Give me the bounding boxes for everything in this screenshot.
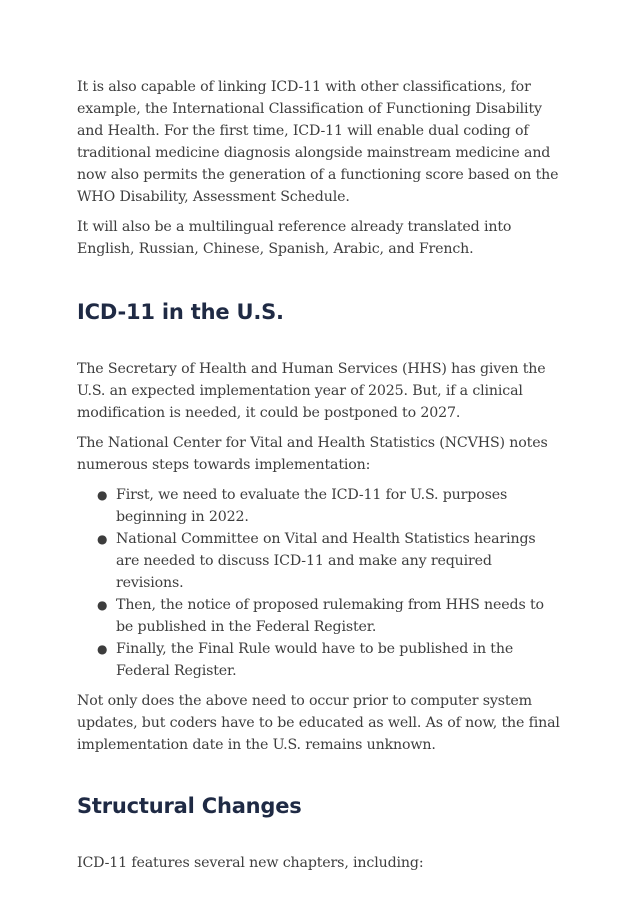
- document-page: [77, 76, 567, 874]
- bullet-icon: ●: [97, 488, 108, 502]
- us-section-heading: ICD-11 in the U.S.: [77, 300, 284, 324]
- structural-paragraph-1: ICD-11 features several new chapters, including:: [77, 855, 424, 871]
- intro-paragraph-2: It will also be a multilingual reference already translated into English, Russian, Chinese, Spanish, Arabic, and French.: [77, 219, 512, 257]
- list-item: [97, 638, 567, 682]
- list-item: [97, 594, 567, 638]
- bullet-icon: ●: [97, 532, 108, 546]
- bullet-icon: ●: [97, 598, 108, 612]
- us-paragraph-3: Not only does the above need to occur prior to computer system updates, but coders have to be educated as well. As of now, the final implementation date in the U.S. remains unknown.: [77, 693, 560, 753]
- structural-section-heading: Structural Changes: [77, 794, 302, 818]
- list-item-text: Then, the notice of proposed rulemaking from HHS needs to be published in the Federal Register.: [116, 597, 544, 635]
- list-item-text: First, we need to evaluate the ICD-11 for U.S. purposes beginning in 2022.: [116, 487, 508, 525]
- list-item-text: Finally, the Final Rule would have to be published in the Federal Register.: [116, 641, 514, 679]
- list-item: [97, 528, 567, 594]
- us-paragraph-2: The National Center for Vital and Health Statistics (NCVHS) notes numerous steps towards implementation:: [77, 435, 548, 473]
- us-paragraph-1: The Secretary of Health and Human Services (HHS) has given the U.S. an expected implementation year of 2025. But, if a clinical modification is needed, it could be postponed to 2027.: [77, 361, 546, 421]
- implementation-steps-list: [77, 484, 567, 682]
- list-item: [97, 484, 567, 528]
- bullet-icon: ●: [97, 642, 108, 656]
- intro-paragraph-1: It is also capable of linking ICD-11 with other classifications, for example, the International Classification of Functioning Disability and Health. For the first time, ICD-11 will enable dual coding of traditional medicine diagnosis alongside mainstream medicine and now also permits the generation of a functioning score based on the WHO Disability, Assessment Schedule.: [77, 79, 559, 205]
- list-item-text: National Committee on Vital and Health Statistics hearings are needed to discuss ICD-11 and make any required revisions.: [116, 531, 536, 591]
